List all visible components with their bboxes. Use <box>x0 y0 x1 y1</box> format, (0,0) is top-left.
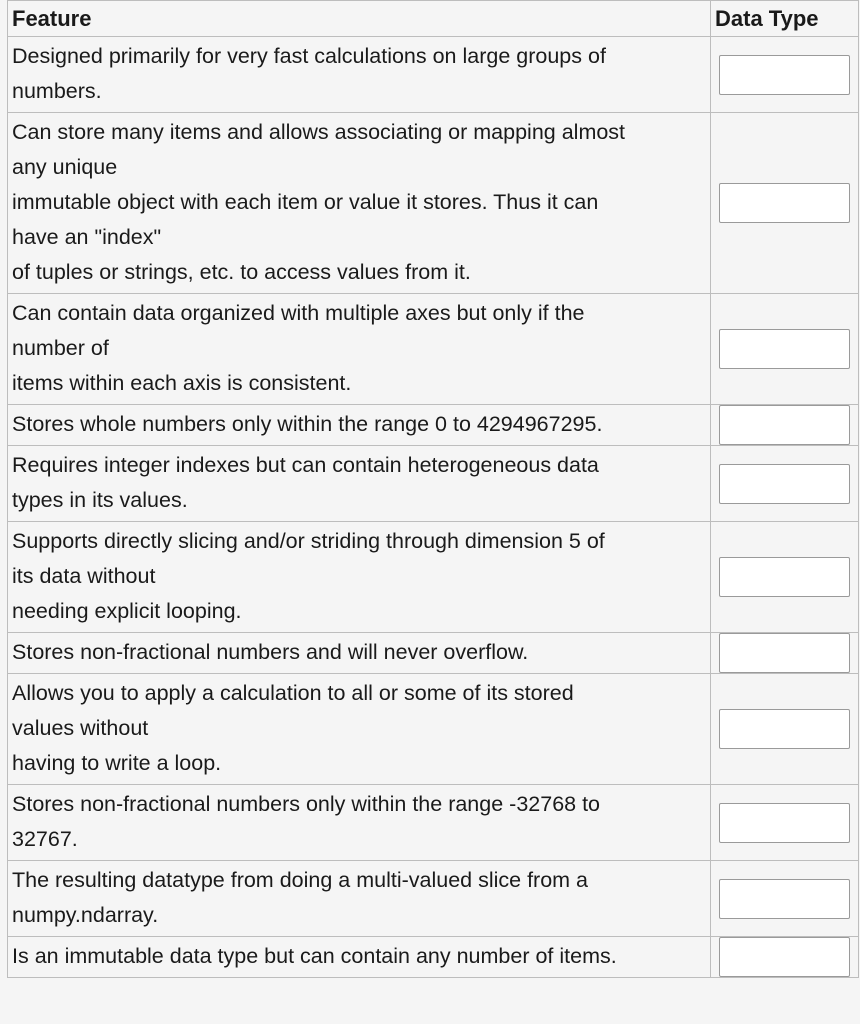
feature-datatype-table <box>7 0 859 978</box>
table-row <box>8 405 859 446</box>
data-type-input[interactable] <box>719 709 850 749</box>
data-type-cell <box>711 785 859 861</box>
data-type-cell <box>711 113 859 294</box>
feature-text-line: Stores non-fractional numbers only within the range -32768 to <box>12 792 601 816</box>
feature-text-line: Requires integer indexes but can contain heterogeneous data <box>12 453 599 477</box>
data-type-cell <box>711 937 859 978</box>
feature-text-line: The resulting datatype from doing a multi-valued slice from a <box>12 868 588 892</box>
feature-text-line: Is an immutable data type but can contain any number of items. <box>12 944 617 968</box>
feature-text-line: Stores non-fractional numbers and will never overflow. <box>12 640 529 664</box>
table-row <box>8 446 859 522</box>
data-type-input[interactable] <box>719 557 850 597</box>
feature-column-header: Feature <box>8 1 711 37</box>
data-type-input[interactable] <box>719 329 850 369</box>
data-type-input[interactable] <box>719 55 850 95</box>
feature-text-line: any unique <box>12 155 118 179</box>
data-type-cell <box>711 861 859 937</box>
table-row <box>8 785 859 861</box>
feature-text-line: its data without <box>12 564 156 588</box>
feature-text-line: Can contain data organized with multiple axes but only if the <box>12 301 585 325</box>
data-type-input[interactable] <box>719 464 850 504</box>
data-type-cell <box>711 37 859 113</box>
table-header-row <box>8 1 859 37</box>
table-row <box>8 522 859 633</box>
data-type-input[interactable] <box>719 937 850 977</box>
feature-text-line: needing explicit looping. <box>12 599 242 623</box>
feature-text-line: Designed primarily for very fast calculations on large groups of <box>12 44 606 68</box>
feature-text-line: number of <box>12 336 109 360</box>
data-type-cell <box>711 446 859 522</box>
data-type-input[interactable] <box>719 405 850 445</box>
feature-description <box>8 522 711 633</box>
feature-text-line: immutable object with each item or value it stores. Thus it can <box>12 190 599 214</box>
feature-text-line: Allows you to apply a calculation to all or some of its stored <box>12 681 574 705</box>
table-row <box>8 674 859 785</box>
feature-description <box>8 405 711 446</box>
data-type-input[interactable] <box>719 183 850 223</box>
feature-text-line: Can store many items and allows associating or mapping almost <box>12 120 626 144</box>
feature-text-line: numpy.ndarray. <box>12 903 159 927</box>
feature-description <box>8 294 711 405</box>
feature-text-line: Supports directly slicing and/or striding through dimension 5 of <box>12 529 605 553</box>
feature-text-line: have an "index" <box>12 225 162 249</box>
feature-description <box>8 785 711 861</box>
data-type-cell <box>711 522 859 633</box>
feature-description <box>8 446 711 522</box>
data-type-input[interactable] <box>719 803 850 843</box>
feature-description <box>8 937 711 978</box>
data-type-cell <box>711 405 859 446</box>
feature-description <box>8 113 711 294</box>
feature-description <box>8 861 711 937</box>
table-row <box>8 937 859 978</box>
data-type-input[interactable] <box>719 879 850 919</box>
feature-description <box>8 633 711 674</box>
data-type-cell <box>711 633 859 674</box>
feature-text-line: items within each axis is consistent. <box>12 371 352 395</box>
feature-text-line: of tuples or strings, etc. to access values from it. <box>12 260 471 284</box>
feature-text-line: types in its values. <box>12 488 188 512</box>
table-row <box>8 861 859 937</box>
feature-text-line: numbers. <box>12 79 102 103</box>
table-row <box>8 633 859 674</box>
feature-text-line: 32767. <box>12 827 78 851</box>
feature-description <box>8 37 711 113</box>
data-type-cell <box>711 674 859 785</box>
feature-text-line: Stores whole numbers only within the range 0 to 4294967295. <box>12 412 603 436</box>
table-row <box>8 37 859 113</box>
data-type-cell <box>711 294 859 405</box>
data-type-input[interactable] <box>719 633 850 673</box>
table-row <box>8 294 859 405</box>
data-type-column-header: Data Type <box>711 1 859 37</box>
table-row <box>8 113 859 294</box>
feature-text-line: having to write a loop. <box>12 751 222 775</box>
feature-text-line: values without <box>12 716 149 740</box>
feature-description <box>8 674 711 785</box>
